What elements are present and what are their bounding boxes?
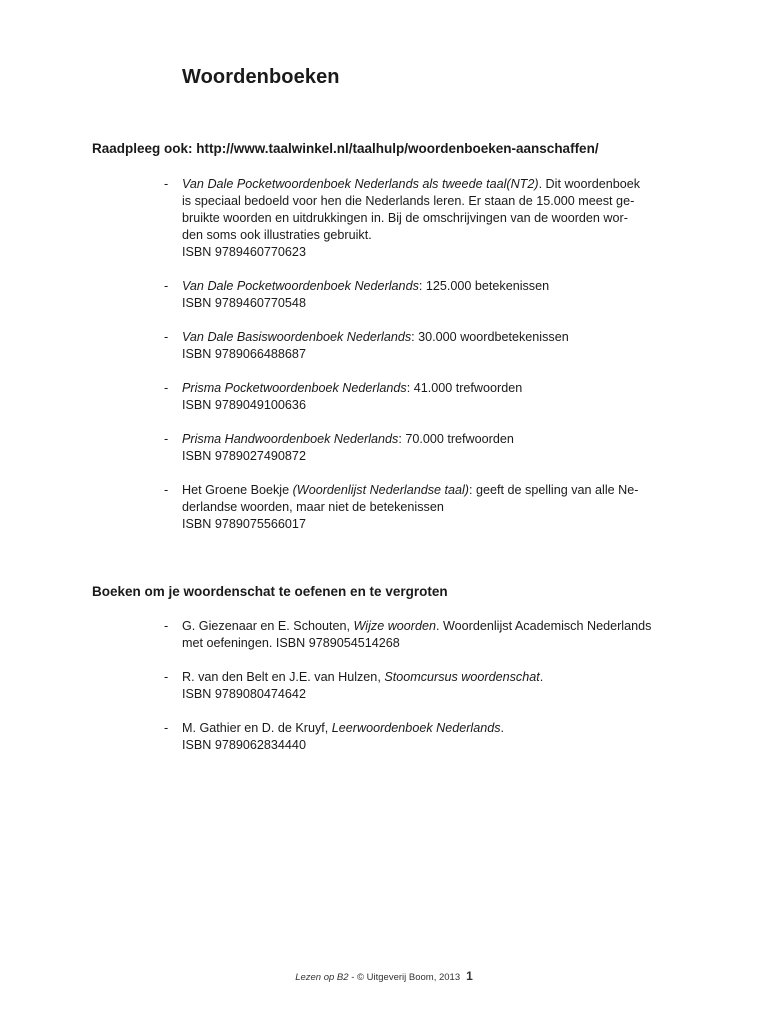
entry-text: den soms ook illustraties gebruikt. (182, 228, 372, 242)
entry-text: ISBN 9789460770548 (182, 296, 306, 310)
entry-text: . Woordenlijst Academisch Nederlands (436, 619, 652, 633)
vocabulary-book-list (164, 618, 674, 771)
entry-text: : 125.000 betekenissen (418, 279, 550, 293)
entry-text: : 70.000 trefwoorden (398, 432, 514, 446)
page-number: 1 (466, 969, 473, 983)
entry-line (182, 516, 674, 533)
list-item (164, 278, 674, 312)
list-item (164, 431, 674, 465)
entry-line (182, 329, 674, 346)
entry-book-title: Prisma Pocketwoordenboek Nederlands (182, 381, 407, 395)
entry-book-title: Van Dale Basiswoordenboek Nederlands (182, 330, 412, 344)
entry-author: G. Giezenaar en E. Schouten, (182, 619, 354, 633)
list-dash: - (164, 432, 169, 446)
entry-book-title: Prisma Handwoordenboek Nederlands (182, 432, 399, 446)
entry-book-title: Van Dale Pocketwoordenboek Nederlands (182, 279, 419, 293)
entry-line (182, 635, 674, 652)
entry-text: ISBN 9789027490872 (182, 449, 306, 463)
list-item (164, 618, 674, 652)
entry-line (182, 346, 674, 363)
list-dash: - (164, 279, 169, 293)
section-heading-woordenschat: Boeken om je woordenschat te oefenen en te vergroten (92, 584, 448, 599)
list-item (164, 329, 674, 363)
page-title: Woordenboeken (182, 66, 340, 88)
entry-line (182, 244, 674, 261)
entry-text: : 30.000 woordbetekenissen (411, 330, 569, 344)
entry-text: ISBN 9789049100636 (182, 398, 306, 412)
footer-book-title: Lezen op B2 (295, 972, 349, 983)
entry-text: bruikte woorden en uitdrukkingen in. Bij de omschrijvingen van de woorden wor- (182, 211, 628, 225)
entry-line (182, 618, 674, 635)
entry-author: Het Groene Boekje (182, 483, 293, 497)
list-dash: - (164, 483, 169, 497)
entry-book-title: Leerwoordenboek Nederlands (331, 721, 501, 735)
entry-text: . Dit woordenboek (538, 177, 641, 191)
entry-text: ISBN 9789062834440 (182, 738, 306, 752)
entry-line (182, 431, 674, 448)
entry-text: derlandse woorden, maar niet de betekenissen (182, 500, 444, 514)
entry-line (182, 720, 674, 737)
list-dash: - (164, 330, 169, 344)
list-dash: - (164, 721, 169, 735)
entry-line (182, 380, 674, 397)
list-item (164, 669, 674, 703)
entry-line (182, 193, 674, 210)
entry-line (182, 499, 674, 516)
entry-author: R. van den Belt en J.E. van Hulzen, (182, 670, 385, 684)
list-dash: - (164, 177, 169, 191)
entry-book-title: Van Dale Pocketwoordenboek Nederlands als tweede taal(NT2) (182, 177, 539, 191)
entry-line (182, 295, 674, 312)
entry-line (182, 482, 674, 499)
page-footer (0, 969, 768, 983)
entry-text: . (539, 670, 544, 684)
entry-text: : geeft de spelling van alle Ne- (469, 483, 639, 497)
entry-text: . (500, 721, 505, 735)
entry-line (182, 686, 674, 703)
entry-text: is speciaal bedoeld voor hen die Nederlands leren. Er staan de 15.000 meest ge- (182, 194, 635, 208)
entry-line (182, 227, 674, 244)
list-dash: - (164, 670, 169, 684)
section-heading-raadpleeg: Raadpleeg ook: http://www.taalwinkel.nl/taalhulp/woordenboeken-aanschaffen/ (92, 141, 599, 156)
entry-line (182, 176, 674, 193)
entry-text: ISBN 9789080474642 (182, 687, 306, 701)
entry-text: ISBN 9789460770623 (182, 245, 306, 259)
entry-line (182, 397, 674, 414)
entry-text: : 41.000 trefwoorden (406, 381, 523, 395)
list-dash: - (164, 619, 169, 633)
entry-text: ISBN 9789066488687 (182, 347, 306, 361)
entry-book-title: Wijze woorden (353, 619, 437, 633)
entry-text: met oefeningen. ISBN 9789054514268 (182, 636, 400, 650)
list-item (164, 482, 674, 533)
entry-line (182, 278, 674, 295)
entry-line (182, 210, 674, 227)
entry-book-title: (Woordenlijst Nederlandse taal) (292, 483, 470, 497)
entry-line (182, 737, 674, 754)
footer-copyright: - © Uitgeverij Boom, 2013 (348, 972, 461, 983)
entry-book-title: Stoomcursus woordenschat (384, 670, 540, 684)
entry-text: ISBN 9789075566017 (182, 517, 306, 531)
list-dash: - (164, 381, 169, 395)
entry-line (182, 669, 674, 686)
dictionary-list (164, 176, 674, 550)
list-item (164, 380, 674, 414)
list-item (164, 176, 674, 261)
list-item (164, 720, 674, 754)
entry-author: M. Gathier en D. de Kruyf, (182, 721, 332, 735)
entry-line (182, 448, 674, 465)
